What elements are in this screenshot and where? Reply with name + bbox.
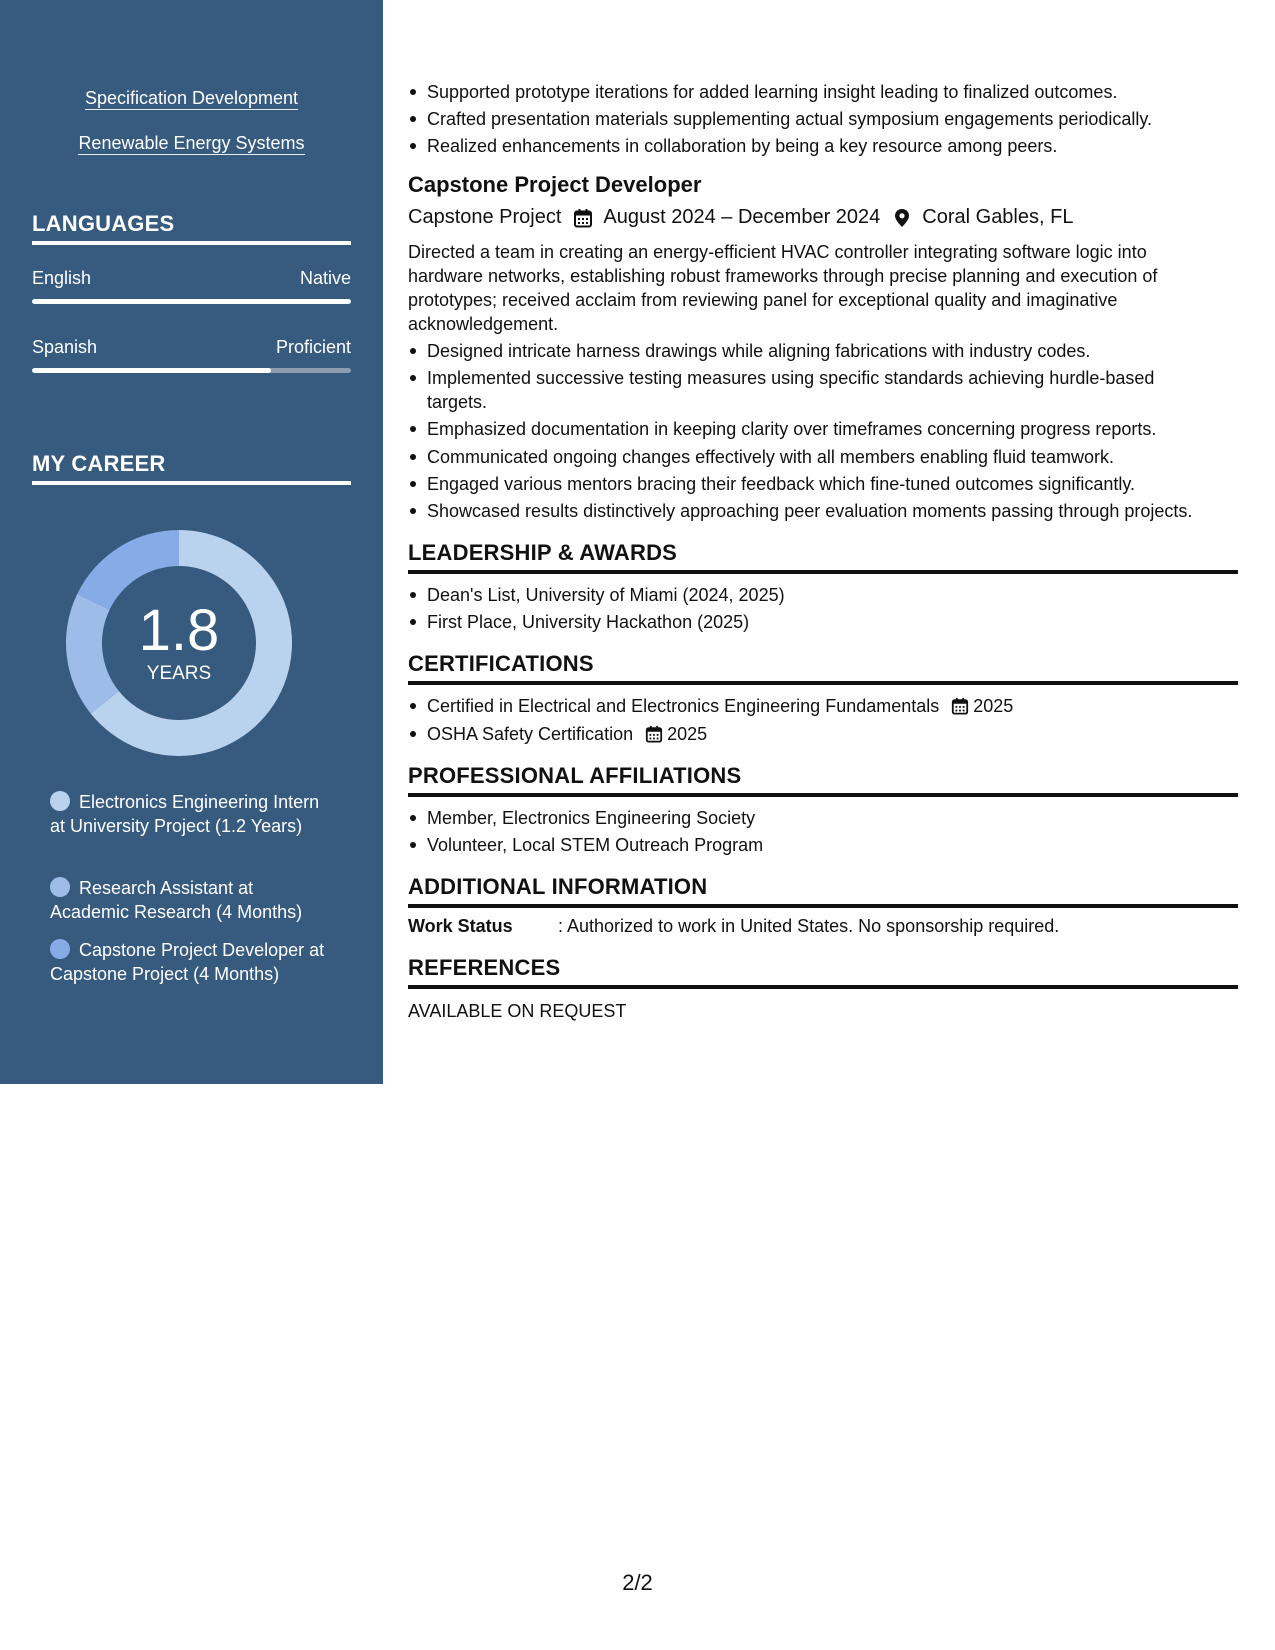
bullet-item: Dean's List, University of Miami (2024, 2025)	[408, 583, 1240, 607]
previous-job-bullets	[408, 80, 1240, 158]
leadership-heading: LEADERSHIP & AWARDS	[408, 540, 1238, 574]
map-pin-icon	[892, 208, 912, 228]
language-bar	[32, 299, 351, 304]
calendar-icon	[573, 208, 593, 228]
certification-item: OSHA Safety Certification 2025	[408, 722, 1240, 746]
legend-dot	[50, 877, 70, 897]
legend-dot	[50, 791, 70, 811]
job-meta	[408, 206, 1073, 229]
language-row	[32, 268, 351, 289]
language-level: Native	[299, 268, 351, 288]
page-number: 2/2	[622, 1570, 653, 1595]
bullet-item: Volunteer, Local STEM Outreach Program	[408, 833, 1240, 857]
language-name: English	[32, 268, 92, 288]
language-bar-fill	[32, 368, 271, 373]
language-bar-fill	[32, 299, 351, 304]
job-location: Coral Gables, FL	[922, 206, 1074, 228]
language-level: Proficient	[275, 337, 351, 357]
bullet-item: Crafted presentation materials supplementing actual symposium engagements periodically.	[408, 107, 1240, 131]
references-heading: REFERENCES	[408, 955, 1238, 989]
affiliations-heading: PROFESSIONAL AFFILIATIONS	[408, 763, 1238, 797]
career-total-years: 1.8	[138, 598, 220, 663]
bullet-item: First Place, University Hackathon (2025)	[408, 610, 1240, 634]
language-bar	[32, 368, 351, 373]
languages-heading: LANGUAGES	[32, 211, 351, 245]
skill-item: Renewable Energy Systems	[78, 133, 305, 153]
work-status-value: : Authorized to work in United States. No sponsorship required.	[558, 916, 1060, 936]
calendar-icon	[951, 697, 969, 715]
career-legend-item: Capstone Project Developer at Capstone Project (4 Months)	[50, 940, 325, 984]
bullet-item: Designed intricate harness drawings while aligning fabrications with industry codes.	[408, 339, 1240, 363]
career-legend-item: Research Assistant at Academic Research (4 Months)	[50, 878, 303, 922]
job-dates: August 2024 – December 2024	[603, 206, 881, 228]
career-legend-item: Electronics Engineering Intern at University Project (1.2 Years)	[50, 792, 320, 836]
language-name: Spanish	[32, 337, 98, 357]
job-description: Directed a team in creating an energy-efficient HVAC controller integrating software logic into hardware networks, establishing robust frameworks through precise planning and execution of prototypes; received acclaim from reviewing panel for exceptional quality and imaginative acknowledgement.	[408, 242, 1158, 334]
references-text: AVAILABLE ON REQUEST	[408, 1001, 627, 1021]
legend-dot	[50, 939, 70, 959]
job-bullets	[408, 339, 1240, 523]
certifications-list	[408, 694, 1240, 746]
bullet-item: Realized enhancements in collaboration by being a key resource among peers.	[408, 134, 1240, 158]
skill-item: Specification Development	[84, 88, 299, 108]
affiliations-list	[408, 806, 1240, 857]
bullet-item: Engaged various mentors bracing their feedback which fine-tuned outcomes significantly.	[408, 472, 1240, 496]
language-row	[32, 337, 351, 358]
bullet-item: Implemented successive testing measures using specific standards achieving hurdle-based targets.	[408, 366, 1198, 414]
calendar-icon	[645, 725, 663, 743]
leadership-list	[408, 583, 1240, 634]
job-company: Capstone Project	[408, 206, 562, 228]
career-total-unit: YEARS	[146, 663, 212, 684]
job-title: Capstone Project Developer	[408, 172, 702, 197]
career-donut-center	[66, 530, 292, 756]
certification-item: Certified in Electrical and Electronics Engineering Fundamentals 2025	[408, 694, 1240, 718]
bullet-item: Emphasized documentation in keeping clarity over timeframes concerning progress reports.	[408, 417, 1240, 441]
bullet-item: Member, Electronics Engineering Society	[408, 806, 1240, 830]
additional-info-heading: ADDITIONAL INFORMATION	[408, 874, 1238, 908]
work-status-label: Work Status	[408, 916, 513, 936]
bullet-item: Showcased results distinctively approaching peer evaluation moments passing through projects.	[408, 499, 1240, 523]
certifications-heading: CERTIFICATIONS	[408, 651, 1238, 685]
bullet-item: Communicated ongoing changes effectively with all members enabling fluid teamwork.	[408, 445, 1240, 469]
bullet-item: Supported prototype iterations for added learning insight leading to finalized outcomes.	[408, 80, 1240, 104]
career-heading: MY CAREER	[32, 451, 351, 485]
work-status-row	[408, 916, 1059, 937]
